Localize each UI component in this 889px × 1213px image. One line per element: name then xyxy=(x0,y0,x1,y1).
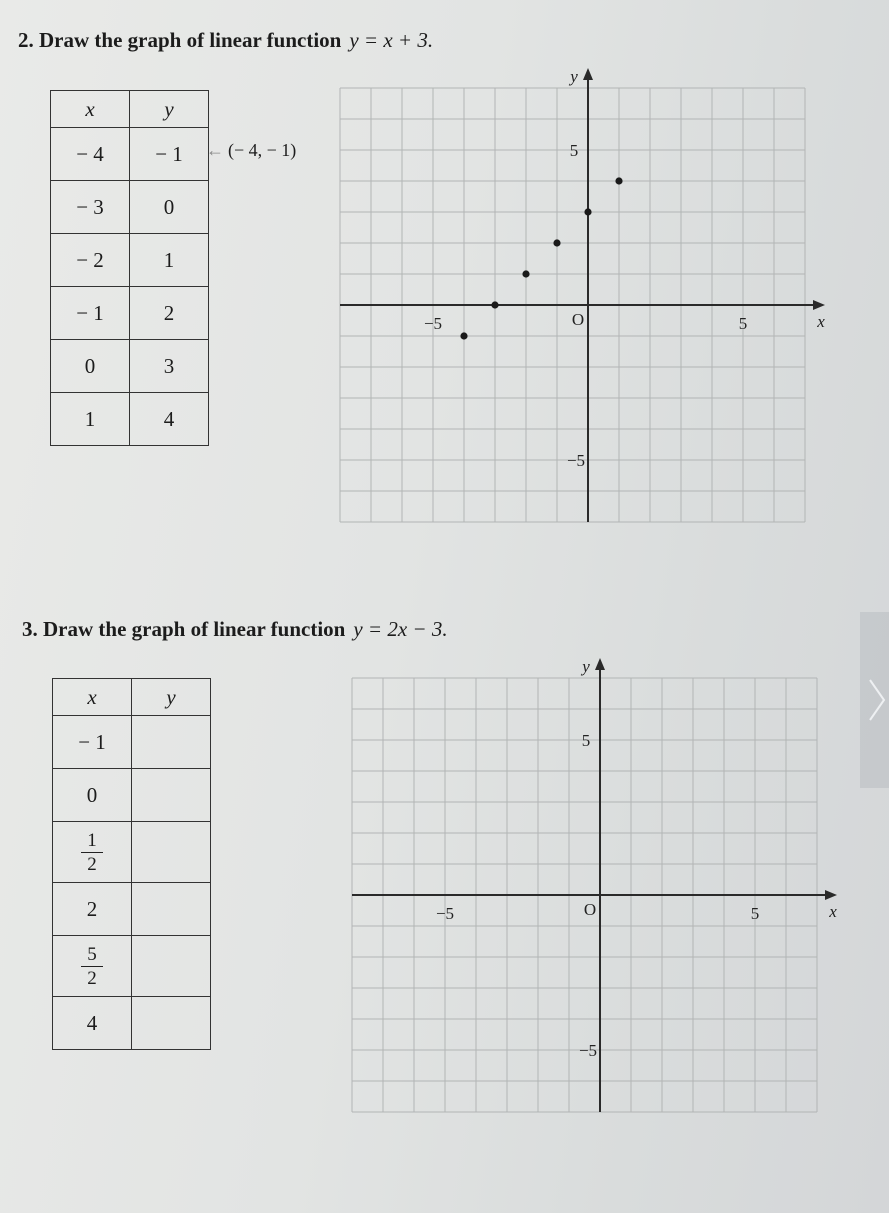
table-header-row xyxy=(51,91,209,128)
problem-2-heading xyxy=(18,28,433,53)
origin-label: O xyxy=(571,310,585,329)
y-axis-label: y xyxy=(570,67,578,86)
table-row xyxy=(51,340,209,393)
y-axis-arrowhead xyxy=(583,68,593,80)
chevron-right-icon xyxy=(860,612,889,788)
x-tick-label-5: 5 xyxy=(750,904,760,923)
y-axis-label: y xyxy=(582,657,590,676)
plotted-points xyxy=(460,177,622,339)
data-point xyxy=(491,301,498,308)
problem-3-equation: y = 2x − 3. xyxy=(353,617,448,641)
y-cell[interactable] xyxy=(132,936,211,997)
fraction-numerator: 1 xyxy=(81,831,103,853)
y-cell[interactable] xyxy=(132,716,211,769)
fraction-denominator: 2 xyxy=(87,967,97,989)
x-header: x xyxy=(51,91,130,128)
origin-label: O xyxy=(583,900,597,919)
data-point xyxy=(460,332,467,339)
x-cell: − 1 xyxy=(51,287,130,340)
x-cell: 2 xyxy=(53,883,132,936)
y-cell[interactable]: 1 xyxy=(130,234,209,287)
x-cell xyxy=(53,822,132,883)
point-annotation xyxy=(206,140,296,161)
x-axis-label: x xyxy=(829,902,837,921)
x-tick-label-neg5: −5 xyxy=(435,904,455,923)
fraction xyxy=(81,945,103,988)
table-header-row xyxy=(53,679,211,716)
y-cell[interactable]: 4 xyxy=(130,393,209,446)
y-cell[interactable] xyxy=(132,883,211,936)
next-page-button[interactable] xyxy=(860,612,889,788)
data-point xyxy=(522,270,529,277)
x-cell: 1 xyxy=(51,393,130,446)
x-cell: 4 xyxy=(53,997,132,1050)
arrow-left-icon: ← xyxy=(206,140,224,160)
x-tick-label-neg5: −5 xyxy=(423,314,443,333)
problem-3-value-table xyxy=(52,678,211,1050)
y-tick-label-neg5: −5 xyxy=(566,451,586,470)
problem-2-value-table xyxy=(50,90,209,446)
x-cell: − 1 xyxy=(53,716,132,769)
problem-3-text: 3. Draw the graph of linear function xyxy=(22,617,346,641)
x-cell xyxy=(53,936,132,997)
y-axis-arrowhead xyxy=(595,658,605,670)
x-cell: 0 xyxy=(53,769,132,822)
fraction-denominator: 2 xyxy=(87,853,97,875)
problem-3-heading xyxy=(22,617,448,642)
problem-2-equation: y = x + 3. xyxy=(349,28,434,52)
coordinate-plane-problem-2[interactable] xyxy=(330,67,825,538)
data-point xyxy=(615,177,622,184)
y-cell[interactable] xyxy=(132,997,211,1050)
table-row xyxy=(53,997,211,1050)
y-cell[interactable] xyxy=(132,769,211,822)
problem-2-text: 2. Draw the graph of linear function xyxy=(18,28,342,52)
x-header: x xyxy=(53,679,132,716)
y-tick-label-5: 5 xyxy=(569,141,579,160)
coordinate-plane-problem-3[interactable] xyxy=(342,657,837,1128)
point-annotation-text: (− 4, − 1) xyxy=(228,140,297,160)
x-cell: − 2 xyxy=(51,234,130,287)
y-tick-label-5: 5 xyxy=(581,731,591,750)
x-cell: 0 xyxy=(51,340,130,393)
table-row xyxy=(51,181,209,234)
y-cell[interactable]: − 1 xyxy=(130,128,209,181)
table-row xyxy=(51,393,209,446)
table-row xyxy=(51,287,209,340)
x-cell: − 3 xyxy=(51,181,130,234)
x-axis-arrowhead xyxy=(825,890,837,900)
x-axis-label: x xyxy=(817,312,825,331)
axis-labels xyxy=(424,67,825,470)
x-axis-arrowhead xyxy=(813,300,825,310)
table-row xyxy=(51,234,209,287)
x-tick-label-5: 5 xyxy=(738,314,748,333)
table-row xyxy=(53,716,211,769)
data-point xyxy=(553,239,560,246)
y-header: y xyxy=(130,91,209,128)
table-row xyxy=(53,822,211,883)
table-row xyxy=(53,936,211,997)
y-cell[interactable]: 0 xyxy=(130,181,209,234)
fraction xyxy=(81,831,103,874)
axis-labels xyxy=(436,657,837,1060)
fraction-numerator: 5 xyxy=(81,945,103,967)
y-tick-label-neg5: −5 xyxy=(578,1041,598,1060)
y-cell[interactable]: 3 xyxy=(130,340,209,393)
table-row xyxy=(53,883,211,936)
y-header: y xyxy=(132,679,211,716)
table-row xyxy=(51,128,209,181)
data-point xyxy=(584,208,591,215)
x-cell: − 4 xyxy=(51,128,130,181)
table-row xyxy=(53,769,211,822)
y-cell[interactable] xyxy=(132,822,211,883)
y-cell[interactable]: 2 xyxy=(130,287,209,340)
